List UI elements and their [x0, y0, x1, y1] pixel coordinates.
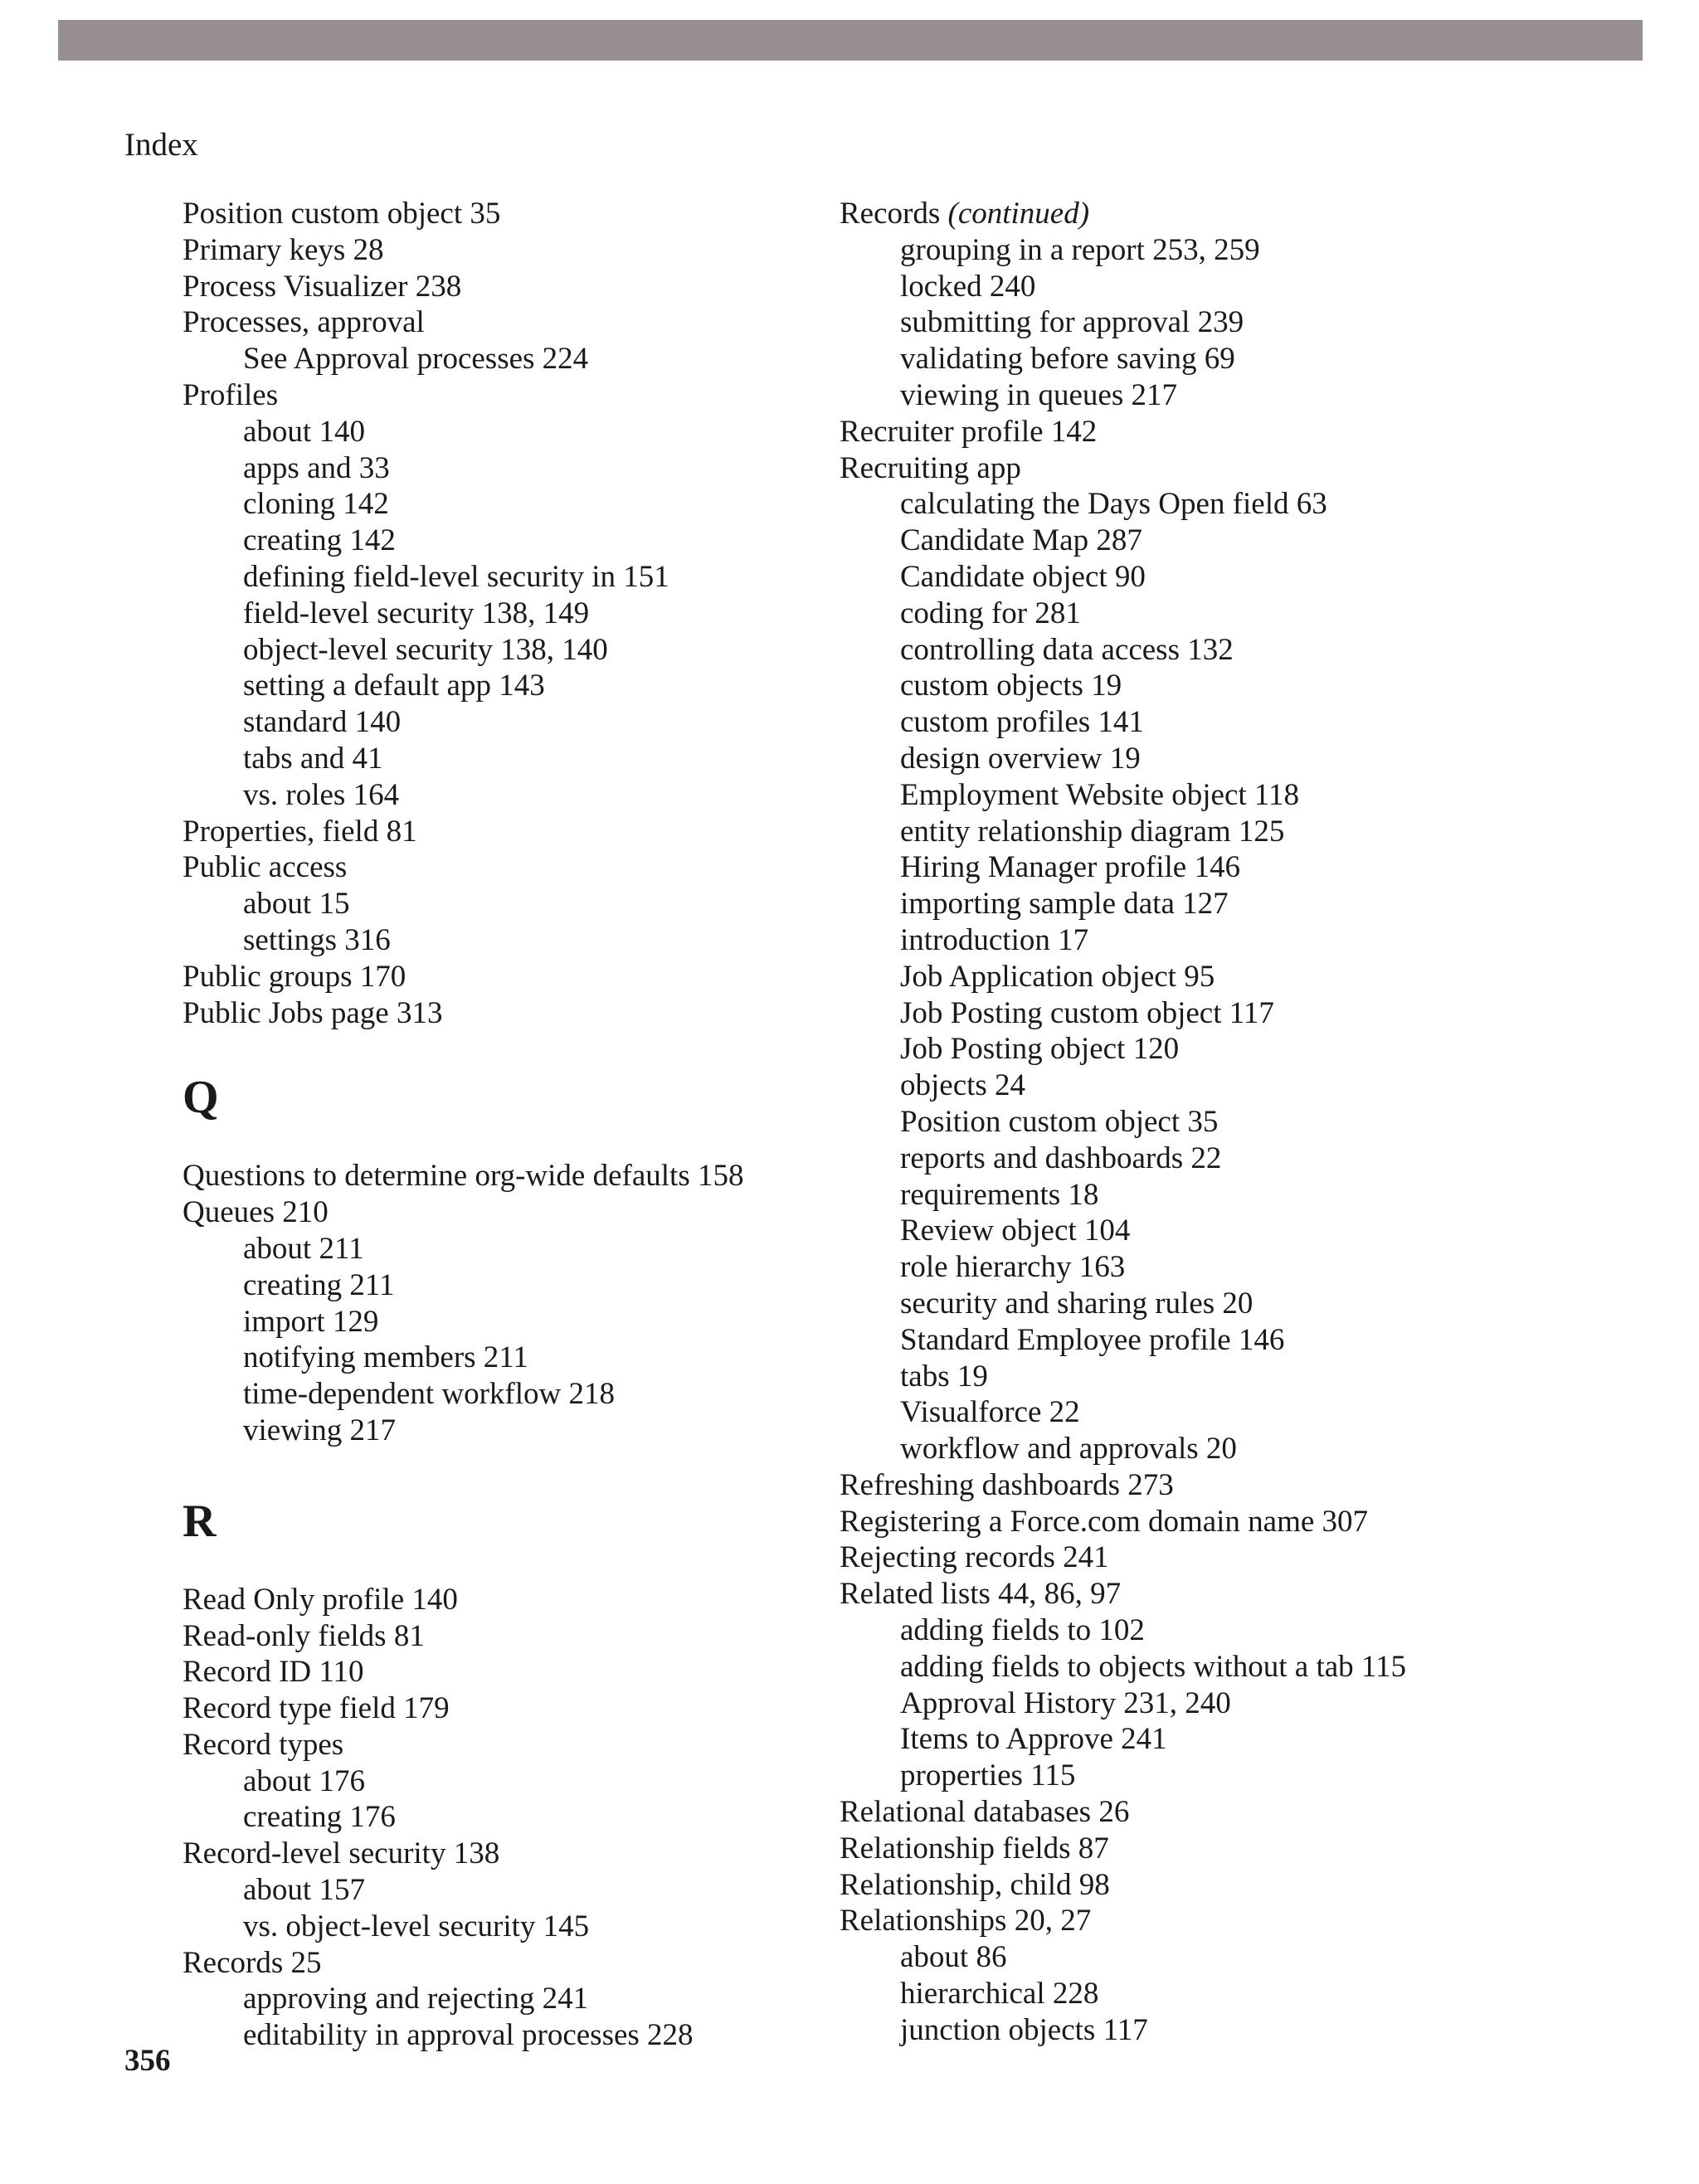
index-subentry: settings 316	[243, 922, 391, 957]
index-subentry: validating before saving 69	[900, 342, 1235, 377]
index-subentry: tabs 19	[900, 1359, 988, 1394]
index-subentry: Job Application object 95	[900, 959, 1215, 994]
index-entry: Primary keys 28	[183, 232, 384, 267]
index-entry: Refreshing dashboards 273	[840, 1467, 1174, 1502]
index-subentry: entity relationship diagram 125	[900, 814, 1285, 849]
index-entry: Position custom object 35	[183, 197, 501, 231]
index-subentry: about 140	[243, 414, 365, 449]
index-subentry: reports and dashboards 22	[900, 1141, 1222, 1175]
index-entry: Public Jobs page 313	[183, 995, 443, 1030]
index-subentry: approving and rejecting 241	[243, 1982, 589, 2016]
index-subentry: See Approval processes 224	[243, 342, 589, 377]
index-subentry: about 211	[243, 1231, 364, 1266]
continued-note: (continued)	[947, 197, 1090, 231]
index-column-right	[840, 196, 1619, 2049]
index-subentry: hierarchical 228	[900, 1977, 1099, 2011]
index-entry: Record-level security 138	[183, 1836, 500, 1871]
index-subentry: about 86	[900, 1940, 1007, 1975]
index-subentry: Hiring Manager profile 146	[900, 850, 1240, 885]
running-head: Index	[124, 127, 198, 163]
index-subentry: time-dependent workflow 218	[243, 1377, 615, 1412]
index-entry: Queues 210	[183, 1195, 329, 1230]
index-group-q	[183, 1158, 813, 1448]
index-entry: Public access	[183, 850, 348, 885]
index-subentry: Items to Approve 241	[900, 1722, 1167, 1757]
index-entry: Record types	[183, 1727, 344, 1762]
index-entry: Recruiter profile 142	[840, 414, 1098, 449]
index-subentry: custom profiles 141	[900, 705, 1144, 740]
index-subentry: adding fields to objects without a tab 115	[900, 1649, 1407, 1684]
index-entry: Records 25	[183, 1945, 322, 1980]
index-subentry: cloning 142	[243, 487, 389, 522]
index-subentry: vs. roles 164	[243, 777, 400, 812]
index-subentry: vs. object-level security 145	[243, 1909, 590, 1943]
index-entry: Profiles	[183, 377, 279, 412]
index-subentry: requirements 18	[900, 1177, 1099, 1212]
index-subentry: properties 115	[900, 1758, 1076, 1793]
index-entry: Relationship fields 87	[840, 1831, 1109, 1865]
index-subentry: Job Posting object 120	[900, 1032, 1180, 1067]
index-entry: Related lists 44, 86, 97	[840, 1577, 1122, 1612]
index-subentry: standard 140	[243, 705, 402, 740]
index-subentry: introduction 17	[900, 922, 1089, 957]
index-subentry: Employment Website object 118	[900, 777, 1300, 812]
index-subentry: security and sharing rules 20	[900, 1286, 1254, 1321]
index-entry: Properties, field 81	[183, 814, 417, 849]
index-subentry: workflow and approvals 20	[900, 1432, 1237, 1467]
index-subentry: Candidate Map 287	[900, 523, 1142, 558]
index-subentry: Review object 104	[900, 1214, 1131, 1248]
index-subentry: Visualforce 22	[900, 1395, 1080, 1430]
section-letter-q: Q	[183, 1072, 219, 1124]
index-subentry: coding for 281	[900, 596, 1081, 630]
index-entry: Record type field 179	[183, 1691, 450, 1726]
index-subentry: Candidate object 90	[900, 559, 1146, 594]
index-subentry: importing sample data 127	[900, 887, 1229, 922]
index-subentry: grouping in a report 253, 259	[900, 232, 1260, 267]
index-entry: Questions to determine org-wide defaults 158	[183, 1159, 744, 1194]
index-entry: Processes, approval	[183, 305, 425, 340]
index-subentry: locked 240	[900, 269, 1036, 304]
header-rule-bar	[58, 20, 1643, 61]
index-subentry: object-level security 138, 140	[243, 632, 608, 667]
index-entry: Read-only fields 81	[183, 1618, 425, 1653]
index-subentry: tabs and 41	[243, 741, 383, 776]
index-group-p	[183, 196, 813, 1031]
index-entry: Read Only profile 140	[183, 1582, 458, 1617]
index-subentry: about 15	[243, 887, 350, 922]
index-subentry: apps and 33	[243, 450, 390, 485]
index-entry-continued	[840, 196, 1619, 232]
index-entry: Recruiting app	[840, 450, 1021, 485]
index-subentry: submitting for approval 239	[900, 305, 1244, 340]
index-subentry: adding fields to 102	[900, 1613, 1145, 1648]
index-subentry: controlling data access 132	[900, 632, 1234, 667]
index-subentry: viewing in queues 217	[900, 377, 1177, 412]
index-subentry: viewing 217	[243, 1413, 396, 1447]
index-subentry: Standard Employee profile 146	[900, 1322, 1285, 1357]
index-subentry: import 129	[243, 1304, 379, 1339]
index-subentry: editability in approval processes 228	[243, 2018, 694, 2053]
index-subentry: role hierarchy 163	[900, 1250, 1126, 1285]
section-letter-r: R	[183, 1495, 217, 1547]
index-subentry: Approval History 231, 240	[900, 1685, 1231, 1720]
index-entry: Process Visualizer 238	[183, 269, 462, 304]
index-subentry: notifying members 211	[243, 1340, 528, 1375]
index-entry: Relational databases 26	[840, 1795, 1130, 1830]
index-entry: Registering a Force.com domain name 307	[840, 1504, 1369, 1539]
index-group-r	[183, 1582, 813, 2054]
index-subentry: creating 142	[243, 523, 396, 558]
continued-heading: Records	[840, 197, 941, 231]
index-subentry: defining field-level security in 151	[243, 559, 669, 594]
index-subentry: creating 211	[243, 1267, 395, 1302]
index-subentry: Job Posting custom object 117	[900, 995, 1274, 1030]
index-entry: Record ID 110	[183, 1655, 364, 1690]
index-subentry: design overview 19	[900, 741, 1141, 776]
index-subentry: setting a default app 143	[243, 669, 545, 703]
index-subentry: custom objects 19	[900, 669, 1122, 703]
index-subentry: about 176	[243, 1763, 365, 1798]
index-subentry: creating 176	[243, 1800, 396, 1835]
index-subentry: about 157	[243, 1873, 365, 1908]
index-subentry: field-level security 138, 149	[243, 596, 590, 630]
index-entry: Relationships 20, 27	[840, 1904, 1092, 1938]
index-column-left	[183, 196, 813, 2054]
index-subentry: calculating the Days Open field 63	[900, 487, 1327, 522]
index-entry: Public groups 170	[183, 959, 406, 994]
page-number: 356	[124, 2044, 171, 2078]
index-entry: Rejecting records 241	[840, 1540, 1109, 1575]
index-subentry: junction objects 117	[900, 2012, 1148, 2047]
index-subentry: objects 24	[900, 1068, 1026, 1103]
index-group-right	[840, 232, 1619, 2049]
index-entry: Relationship, child 98	[840, 1867, 1110, 1902]
index-subentry: Position custom object 35	[900, 1104, 1219, 1139]
